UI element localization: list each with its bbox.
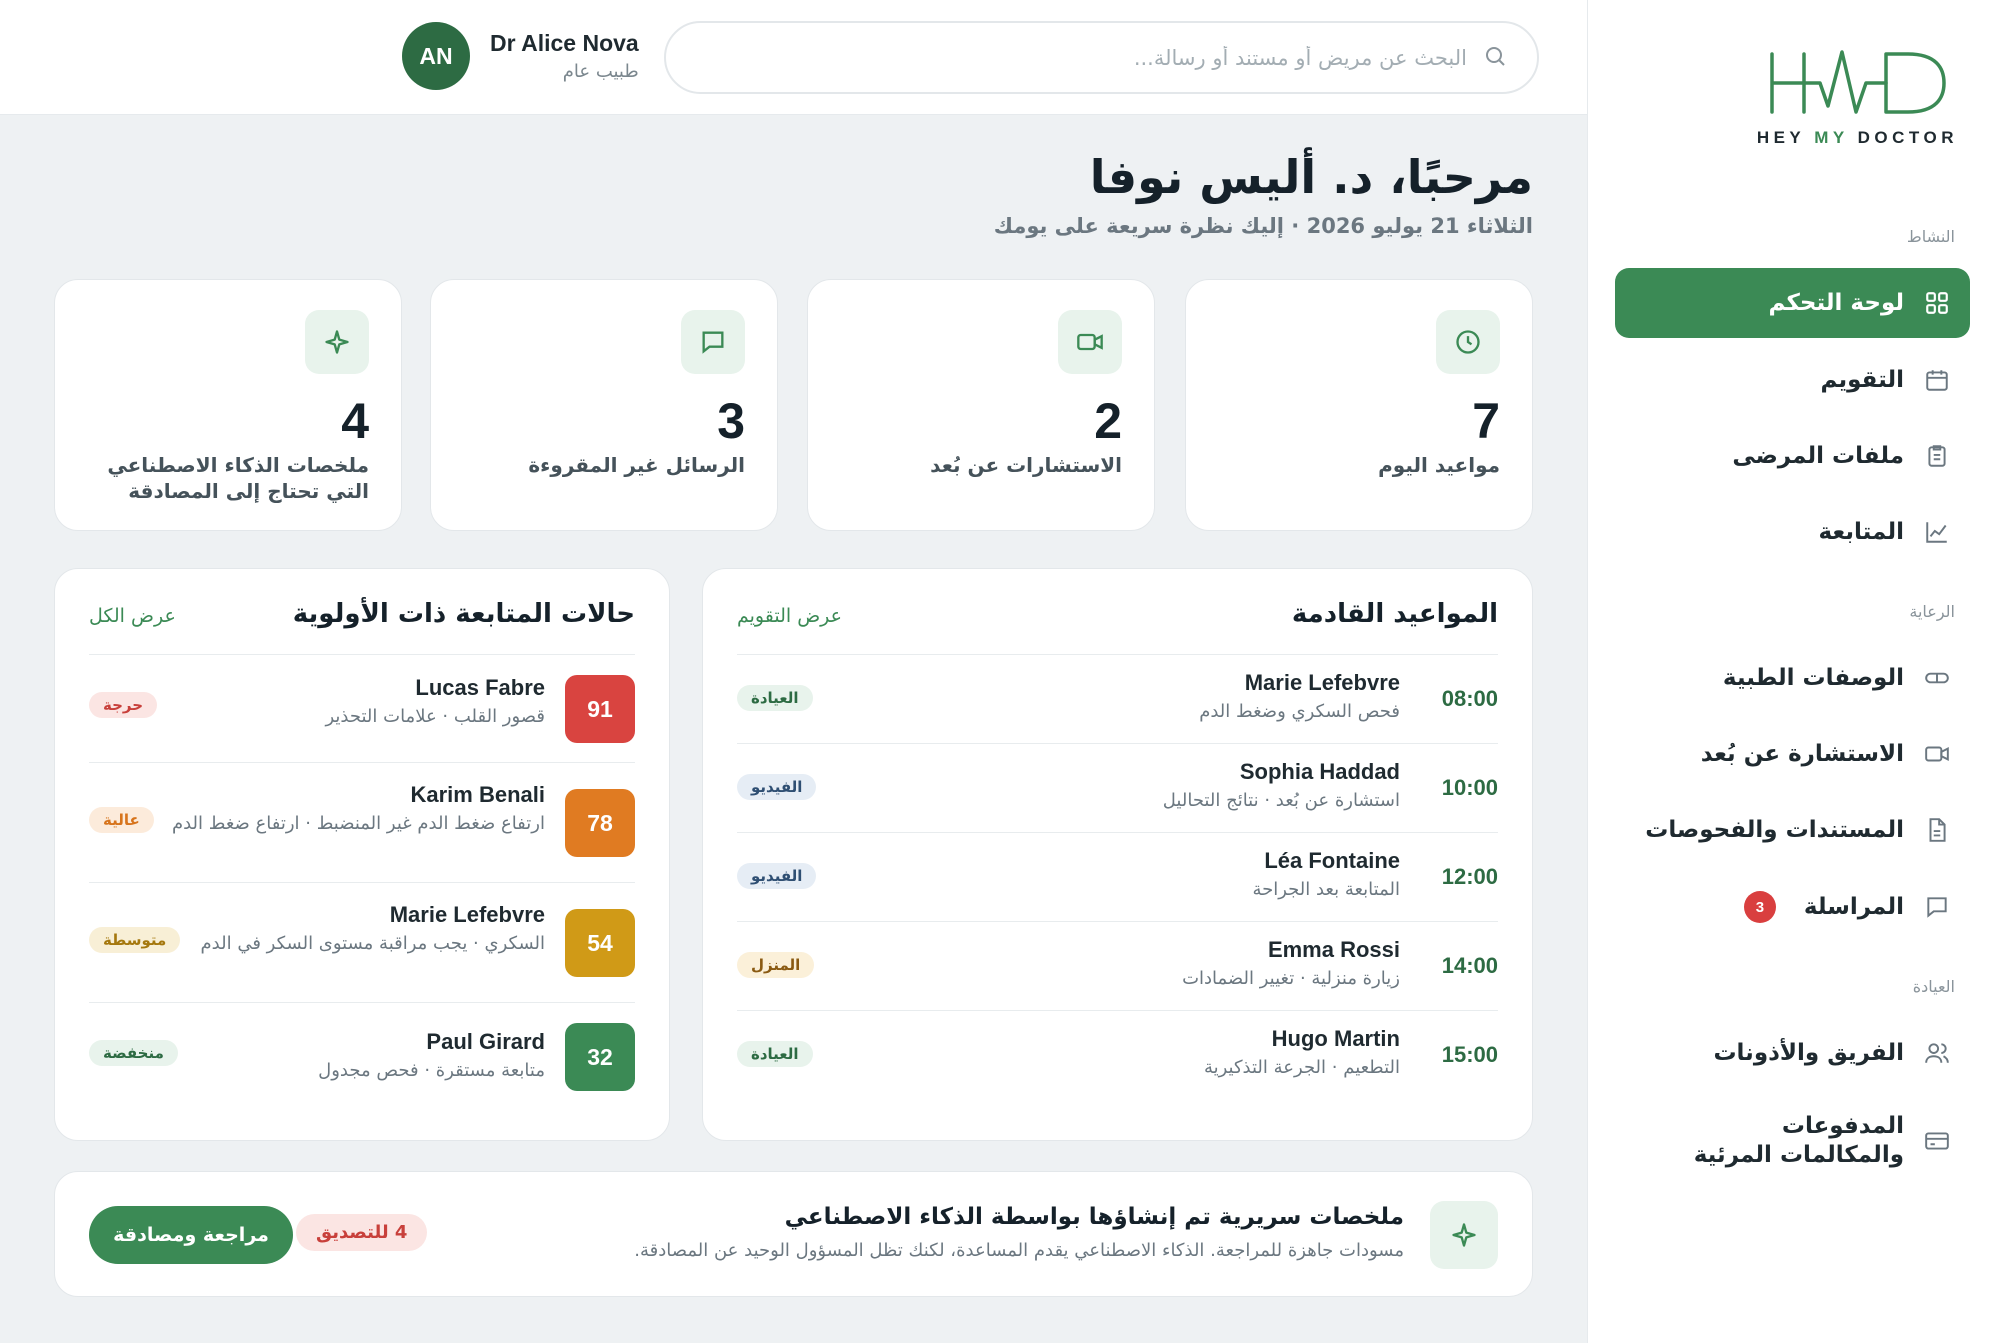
- search-bar[interactable]: [664, 21, 1539, 94]
- sidebar-item-documents[interactable]: [1615, 795, 1970, 865]
- unread-badge: 3: [1744, 891, 1776, 923]
- sidebar: [1587, 0, 2000, 1343]
- sidebar-item-label: الوصفات الطبية: [1722, 664, 1904, 691]
- user-name: Dr Alice Nova: [490, 30, 639, 56]
- appointment-time: 14:00: [1441, 953, 1498, 978]
- stat-label: ملخصات الذكاء الاصطناعي التي تحتاج إلى المصادقة: [107, 453, 369, 503]
- calendar-icon: [1922, 365, 1952, 395]
- appointment-detail: التطعيم · الجرعة التذكيرية: [1203, 1057, 1400, 1078]
- risk-score: 78: [565, 789, 635, 857]
- view-calendar-link[interactable]: عرض التقويم: [737, 605, 842, 627]
- priority-badge: حرجة: [89, 692, 157, 718]
- priority-badge: متوسطة: [89, 927, 180, 953]
- appointment-type-badge: الفيديو: [737, 863, 816, 889]
- sidebar-item-label: ملفات المرضى: [1732, 442, 1904, 469]
- appointment-patient: Marie Lefebvre: [1244, 670, 1400, 695]
- ai-summaries-banner: [54, 1171, 1533, 1297]
- appointment-time: 10:00: [1441, 775, 1498, 800]
- appointment-row[interactable]: [737, 1010, 1498, 1099]
- appointment-type-badge: المنزل: [737, 952, 814, 978]
- logo-text: [1756, 128, 1958, 148]
- followup-row[interactable]: [89, 882, 635, 1002]
- user-profile[interactable]: [402, 22, 639, 90]
- followup-detail: ارتفاع ضغط الدم غير المنضبط · ارتفاع ضغط الدم: [171, 813, 545, 834]
- followup-row[interactable]: [89, 762, 635, 882]
- search-icon: [1483, 44, 1507, 72]
- appointment-patient: Sophia Haddad: [1239, 759, 1400, 784]
- sidebar-item-label: المراسلة: [1803, 893, 1904, 920]
- sidebar-item-messaging[interactable]: [1615, 872, 1970, 942]
- video-icon: [1058, 310, 1122, 374]
- page-title: مرحبًا، د. أليس نوفا: [1089, 150, 1533, 204]
- pending-count-badge: 4 للتصديق: [296, 1214, 427, 1251]
- review-validate-button[interactable]: مراجعة ومصادقة: [89, 1206, 293, 1264]
- sidebar-item-label: المدفوعات والمكالمات المرئية: [1693, 1113, 1904, 1168]
- followup-patient: Marie Lefebvre: [389, 902, 545, 927]
- followup-row[interactable]: [89, 654, 635, 762]
- followup-patient: Lucas Fabre: [415, 675, 545, 700]
- message-icon: [681, 310, 745, 374]
- sidebar-item-calendar[interactable]: [1615, 345, 1970, 415]
- stat-label: الرسائل غير المقروءة: [528, 453, 745, 477]
- sparkle-icon: [305, 310, 369, 374]
- appointment-type-badge: الفيديو: [737, 774, 816, 800]
- grid-icon: [1922, 288, 1952, 318]
- card-icon: [1922, 1126, 1952, 1156]
- appointments-panel: [702, 568, 1533, 1141]
- sidebar-item-prescriptions[interactable]: [1615, 643, 1970, 713]
- users-icon: [1922, 1038, 1952, 1068]
- sidebar-item-label: المستندات والفحوصات: [1645, 816, 1904, 843]
- sidebar-item-followup[interactable]: [1615, 497, 1970, 567]
- sidebar-item-label: الفريق والأذونات: [1713, 1039, 1904, 1066]
- video-icon: [1922, 739, 1952, 769]
- logo-mark-icon: [1768, 46, 1958, 126]
- pill-icon: [1922, 663, 1952, 693]
- user-role: طبيب عام: [562, 61, 639, 82]
- appointment-time: 08:00: [1441, 686, 1498, 711]
- risk-score: 91: [565, 675, 635, 743]
- priority-badge: عالية: [89, 807, 154, 833]
- appointment-time: 12:00: [1441, 864, 1498, 889]
- appointment-row[interactable]: [737, 832, 1498, 921]
- panel-title: المواعيد القادمة: [1291, 599, 1498, 629]
- banner-title: ملخصات سريرية تم إنشاؤها بواسطة الذكاء الاصطناعي: [784, 1204, 1404, 1230]
- sidebar-item-teleconsult[interactable]: [1615, 719, 1970, 789]
- appointment-row[interactable]: [737, 743, 1498, 832]
- followup-detail: متابعة مستقرة · فحص مجدول: [318, 1060, 545, 1081]
- sidebar-item-label: التقويم: [1820, 366, 1904, 393]
- page-subtitle: الثلاثاء 21 يوليو 2026 · إليك نظرة سريعة على يومك: [993, 214, 1533, 238]
- appointment-patient: Léa Fontaine: [1264, 848, 1400, 873]
- followup-detail: قصور القلب · علامات التحذير: [325, 706, 545, 727]
- followup-row[interactable]: [89, 1002, 635, 1110]
- brand-logo[interactable]: [1756, 46, 1958, 156]
- followups-panel: [54, 568, 670, 1141]
- sidebar-item-payments[interactable]: [1615, 1105, 1970, 1177]
- section-label-activity: النشاط: [1906, 227, 1955, 246]
- stat-value: 4: [341, 393, 369, 449]
- stat-value: 2: [1094, 393, 1122, 449]
- stat-label: مواعيد اليوم: [1378, 453, 1500, 477]
- sidebar-item-patients[interactable]: [1615, 421, 1970, 491]
- stat-label: الاستشارات عن بُعد: [930, 453, 1122, 477]
- topbar: [0, 0, 1587, 115]
- logo-word-my: MY: [1814, 128, 1849, 147]
- appointment-detail: استشارة عن بُعد · نتائج التحاليل: [1162, 790, 1400, 811]
- appointment-row[interactable]: [737, 654, 1498, 743]
- followup-patient: Karim Benali: [410, 782, 545, 807]
- sidebar-item-team[interactable]: [1615, 1018, 1970, 1088]
- appointment-patient: Hugo Martin: [1271, 1026, 1400, 1051]
- search-input[interactable]: [707, 46, 1467, 70]
- stat-card-appointments[interactable]: [1185, 279, 1533, 531]
- sidebar-item-label: لوحة التحكم: [1768, 289, 1904, 316]
- user-info: [490, 30, 639, 82]
- clock-icon: [1436, 310, 1500, 374]
- appointment-time: 15:00: [1441, 1042, 1498, 1067]
- chart-icon: [1922, 517, 1952, 547]
- panel-title: حالات المتابعة ذات الأولوية: [292, 599, 635, 629]
- logo-word-hey: HEY: [1756, 128, 1805, 147]
- message-icon: [1922, 892, 1952, 922]
- clipboard-icon: [1922, 441, 1952, 471]
- appointment-row[interactable]: [737, 921, 1498, 1010]
- sidebar-item-label: الاستشارة عن بُعد: [1700, 740, 1904, 767]
- stat-card-ai-summaries[interactable]: [54, 279, 402, 531]
- sparkle-icon: [1430, 1201, 1498, 1269]
- followup-detail: السكري · يجب مراقبة مستوى السكر في الدم: [200, 933, 545, 954]
- followup-patient: Paul Girard: [426, 1029, 545, 1054]
- priority-badge: منخفضة: [89, 1040, 178, 1066]
- appointment-patient: Emma Rossi: [1267, 937, 1400, 962]
- stat-card-messages[interactable]: [430, 279, 778, 531]
- appointment-detail: فحص السكري وضغط الدم: [1199, 701, 1400, 722]
- stat-card-teleconsults[interactable]: [807, 279, 1155, 531]
- risk-score: 54: [565, 909, 635, 977]
- section-label-care: الرعاية: [1909, 602, 1955, 621]
- appointment-type-badge: العيادة: [737, 685, 813, 711]
- stat-value: 3: [717, 393, 745, 449]
- sidebar-item-dashboard[interactable]: [1615, 268, 1970, 338]
- appointment-detail: زيارة منزلية · تغيير الضمادات: [1182, 968, 1400, 989]
- appointment-detail: المتابعة بعد الجراحة: [1252, 879, 1400, 900]
- banner-subtitle: مسودات جاهزة للمراجعة. الذكاء الاصطناعي يقدم المساعدة، لكنك تظل المسؤول الوحيد عن المصادقة.: [634, 1240, 1404, 1261]
- logo-word-doctor: DOCTOR: [1857, 128, 1958, 147]
- document-icon: [1922, 815, 1952, 845]
- appointment-type-badge: العيادة: [737, 1041, 813, 1067]
- sidebar-item-label: المتابعة: [1818, 518, 1904, 545]
- risk-score: 32: [565, 1023, 635, 1091]
- avatar[interactable]: AN: [402, 22, 470, 90]
- view-all-link[interactable]: عرض الكل: [89, 605, 176, 627]
- page-header: [994, 150, 1533, 238]
- stat-value: 7: [1472, 393, 1500, 449]
- section-label-clinic: العيادة: [1912, 977, 1955, 996]
